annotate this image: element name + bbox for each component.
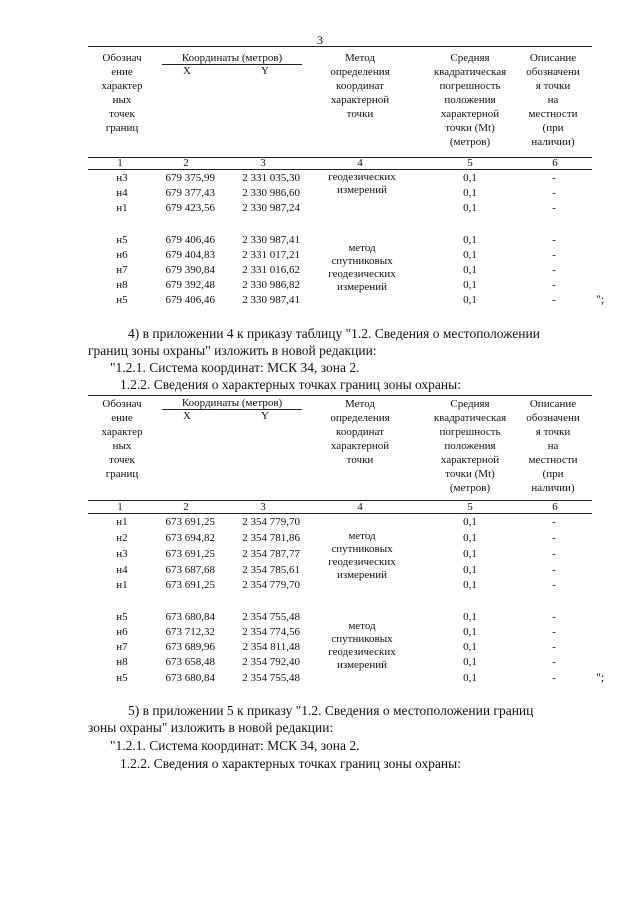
coord-y: 2 354 781,86 [242, 532, 300, 544]
point-id: н5 [116, 294, 128, 306]
header-method: Метод определения координат характерной точки [330, 52, 390, 120]
coord-x: 673 658,48 [165, 656, 215, 668]
coord-y: 2 354 787,77 [242, 548, 300, 560]
method-label-satellite: метод спутниковых геодезических измерений [328, 242, 396, 293]
header-description: Описание обозначени я точки на местности (при наличии) [526, 52, 580, 148]
coord-x: 673 691,25 [165, 548, 215, 560]
error-value: 0,1 [463, 234, 477, 246]
error-value: 0,1 [463, 279, 477, 291]
description-value: - [552, 516, 556, 528]
description-value: - [552, 264, 556, 276]
col-num-5: 5 [467, 157, 473, 169]
description-value: - [552, 656, 556, 668]
col-num-4: 4 [357, 157, 363, 169]
paragraph-5-line-4: 1.2.2. Сведения о характерных точках границ зоны охраны: [120, 756, 461, 771]
table-1-top-border [88, 46, 592, 47]
header-method: Метод определения координат характерной точки [330, 398, 390, 466]
description-value: - [552, 202, 556, 214]
point-id: н5 [116, 672, 128, 684]
error-value: 0,1 [463, 249, 477, 261]
description-value: - [552, 564, 556, 576]
coord-x: 679 423,56 [165, 202, 215, 214]
error-value: 0,1 [463, 564, 477, 576]
point-id: н7 [116, 641, 128, 653]
error-value: 0,1 [463, 626, 477, 638]
col-num-3: 3 [260, 157, 266, 169]
point-id: н2 [116, 532, 128, 544]
coord-y: 2 354 811,48 [242, 641, 300, 653]
coord-x: 679 375,99 [165, 172, 215, 184]
point-id: н4 [116, 564, 128, 576]
point-id: н5 [116, 234, 128, 246]
table-2-number-row-bottom [88, 513, 592, 514]
col-num-6: 6 [552, 501, 558, 513]
table-2-closing-quote: "; [596, 670, 605, 684]
coord-x: 673 687,68 [165, 564, 215, 576]
coord-x: 673 680,84 [165, 672, 215, 684]
col-num-3: 3 [260, 501, 266, 513]
point-id: н8 [116, 656, 128, 668]
error-value: 0,1 [463, 187, 477, 199]
error-value: 0,1 [463, 548, 477, 560]
point-id: н3 [116, 172, 128, 184]
coord-x: 679 392,48 [165, 279, 215, 291]
error-value: 0,1 [463, 641, 477, 653]
paragraph-4-line-4: 1.2.2. Сведения о характерных точках границ зоны охраны: [120, 377, 461, 392]
paragraph-4-line-3: "1.2.1. Система координат: МСК 34, зона 2. [110, 360, 360, 375]
description-value: - [552, 548, 556, 560]
description-value: - [552, 579, 556, 591]
coord-x: 673 694,82 [165, 532, 215, 544]
description-value: - [552, 641, 556, 653]
table-1-number-row-bottom [88, 169, 592, 170]
coord-y: 2 354 774,56 [242, 626, 300, 638]
coord-y: 2 330 987,24 [242, 202, 300, 214]
coord-y: 2 354 779,70 [242, 579, 300, 591]
col-num-1: 1 [117, 157, 123, 169]
paragraph-5-line-1: 5) в приложении 5 к приказу "1.2. Сведения о местоположении границ [128, 703, 534, 718]
coord-x: 679 404,83 [165, 249, 215, 261]
header-error: Средняя квадратическая погрешность положения характерной точки (Mt) (метров) [433, 398, 507, 494]
coord-y: 2 330 986,82 [242, 279, 300, 291]
header-description: Описание обозначени я точки на местности (при наличии) [526, 398, 580, 494]
description-value: - [552, 294, 556, 306]
error-value: 0,1 [463, 656, 477, 668]
error-value: 0,1 [463, 516, 477, 528]
header-x: X [183, 65, 191, 77]
coord-x: 679 406,46 [165, 234, 215, 246]
coord-y: 2 354 779,70 [242, 516, 300, 528]
header-point-designation: Обознач ение характер ных точек границ [101, 398, 143, 480]
col-num-1: 1 [117, 501, 123, 513]
description-value: - [552, 187, 556, 199]
description-value: - [552, 532, 556, 544]
paragraph-5-line-2: зоны охраны" изложить в новой редакции: [88, 720, 334, 735]
method-label-satellite-1: метод спутниковых геодезических измерений [328, 530, 396, 581]
point-id: н7 [116, 264, 128, 276]
coord-y: 2 331 035,30 [242, 172, 300, 184]
header-y: Y [261, 65, 269, 77]
col-num-5: 5 [467, 501, 473, 513]
description-value: - [552, 626, 556, 638]
description-value: - [552, 249, 556, 261]
coord-y: 2 330 986,60 [242, 187, 300, 199]
coord-x: 673 691,25 [165, 516, 215, 528]
description-value: - [552, 172, 556, 184]
paragraph-4-line-1: 4) в приложении 4 к приказу таблицу "1.2. Сведения о местоположении [128, 326, 540, 341]
header-x: X [183, 410, 191, 422]
error-value: 0,1 [463, 579, 477, 591]
header-coordinates: Координаты (метров) [181, 52, 283, 64]
point-id: н1 [116, 202, 128, 214]
method-label-geodetic: геодезических измерений [328, 171, 396, 196]
point-id: н1 [116, 516, 128, 528]
description-value: - [552, 234, 556, 246]
paragraph-4-line-2: границ зоны охраны" изложить в новой редакции: [88, 343, 377, 358]
coord-x: 673 712,32 [165, 626, 215, 638]
coord-y: 2 354 755,48 [242, 611, 300, 623]
error-value: 0,1 [463, 202, 477, 214]
point-id: н3 [116, 548, 128, 560]
header-point-designation: Обознач ение характер ных точек границ [101, 52, 143, 134]
header-error: Средняя квадратическая погрешность положения характерной точки (Mt) (метров) [433, 52, 507, 148]
coord-y: 2 331 016,62 [242, 264, 300, 276]
table-1-closing-quote: "; [596, 292, 605, 306]
header-y: Y [261, 410, 269, 422]
error-value: 0,1 [463, 672, 477, 684]
description-value: - [552, 611, 556, 623]
coord-x: 679 390,84 [165, 264, 215, 276]
header-coordinates: Координаты (метров) [181, 397, 283, 409]
error-value: 0,1 [463, 172, 477, 184]
point-id: н6 [116, 626, 128, 638]
coord-y: 2 330 987,41 [242, 234, 300, 246]
point-id: н4 [116, 187, 128, 199]
table-1-header-bottom [88, 157, 592, 158]
col-num-6: 6 [552, 157, 558, 169]
error-value: 0,1 [463, 294, 477, 306]
page-number: 3 [317, 33, 323, 47]
paragraph-5-line-3: "1.2.1. Система координат: МСК 34, зона 2. [110, 738, 360, 753]
coord-y: 2 330 987,41 [242, 294, 300, 306]
point-id: н8 [116, 279, 128, 291]
point-id: н5 [116, 611, 128, 623]
error-value: 0,1 [463, 611, 477, 623]
coord-x: 679 406,46 [165, 294, 215, 306]
error-value: 0,1 [463, 264, 477, 276]
col-num-4: 4 [357, 501, 363, 513]
coord-y: 2 331 017,21 [242, 249, 300, 261]
description-value: - [552, 279, 556, 291]
coord-x: 673 689,96 [165, 641, 215, 653]
coord-y: 2 354 785,61 [242, 564, 300, 576]
coord-y: 2 354 755,48 [242, 672, 300, 684]
description-value: - [552, 672, 556, 684]
coord-x: 673 680,84 [165, 611, 215, 623]
coord-y: 2 354 792,40 [242, 656, 300, 668]
coord-x: 679 377,43 [165, 187, 215, 199]
coord-x: 673 691,25 [165, 579, 215, 591]
method-label-satellite-2: метод спутниковых геодезических измерений [328, 620, 396, 671]
point-id: н1 [116, 579, 128, 591]
col-num-2: 2 [183, 157, 189, 169]
col-num-2: 2 [183, 501, 189, 513]
table-2-header-bottom [88, 500, 592, 501]
error-value: 0,1 [463, 532, 477, 544]
point-id: н6 [116, 249, 128, 261]
